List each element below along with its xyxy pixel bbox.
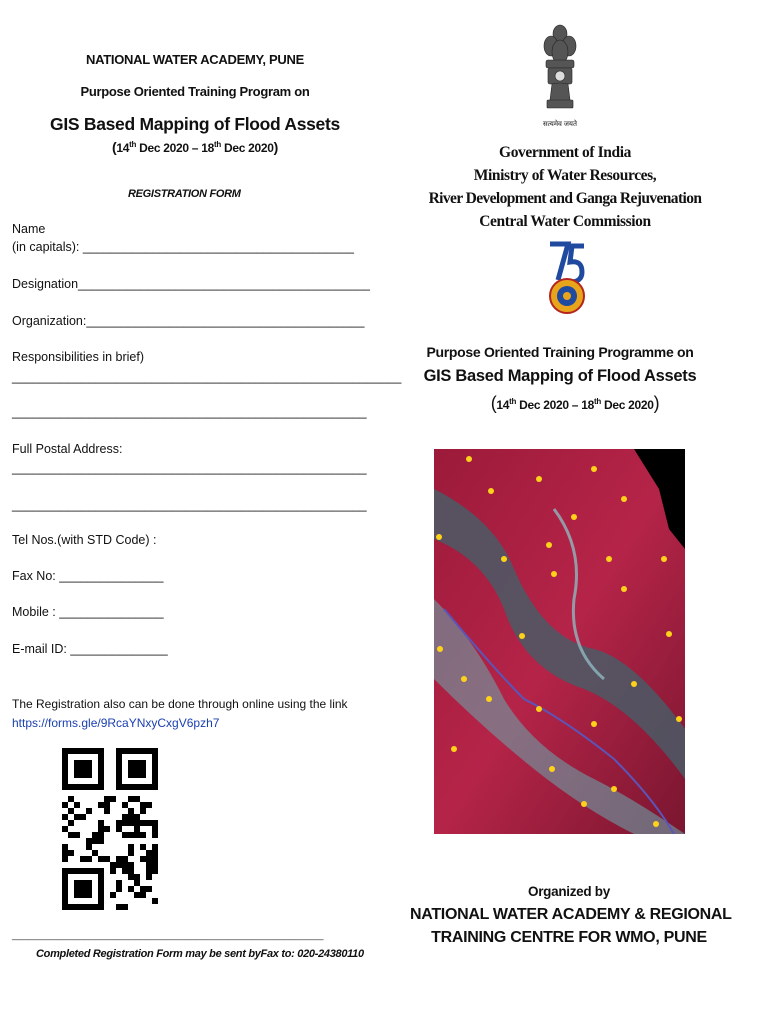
organization-field[interactable]: Organization:________________________________________ [12,314,365,328]
gov-line-1: Government of India [499,144,631,161]
organizer-line-1: NATIONAL WATER ACADEMY & REGIONAL [410,906,732,923]
anniversary-75-logo-icon [546,240,588,318]
name-label: Name [12,222,46,236]
gov-line-2: Ministry of Water Resources, [473,167,657,184]
online-note: The Registration also can be done through online using the link [12,697,348,711]
gov-line-3: River Development and Ganga Rejuvenation [428,190,702,207]
responsibilities-line-1[interactable]: ________________________________________________________ [12,370,402,384]
qr-code[interactable] [62,748,158,912]
footer-divider: ________________________________________________________ [12,930,324,941]
satellite-flood-map-image [434,449,685,834]
postal-line-2[interactable]: ___________________________________________________ [12,498,367,512]
organizer-line-2: TRAINING CENTRE FOR WMO, PUNE [431,929,707,946]
designation-field[interactable]: Designation__________________________________________ [12,277,370,291]
email-field[interactable]: E-mail ID: ______________ [12,642,168,656]
right-course-title: GIS Based Mapping of Flood Assets [423,367,697,385]
form-title: REGISTRATION FORM [128,188,241,200]
course-title: GIS Based Mapping of Flood Assets [50,114,340,134]
responsibilities-label: Responsibilities in brief) [12,350,145,364]
right-course-dates: (14th Dec 2020 – 18th Dec 2020) [490,393,660,413]
program-line: Purpose Oriented Training Program on [80,84,310,99]
national-emblem-icon [540,22,580,130]
course-dates: (14th Dec 2020 – 18th Dec 2020) [112,139,278,155]
tel-field[interactable]: Tel Nos.(with STD Code) : [12,533,157,547]
organized-by-label: Organized by [528,884,610,899]
right-program-line: Purpose Oriented Training Programme on [426,344,694,360]
fax-field[interactable]: Fax No: _______________ [12,569,164,583]
postal-line-1[interactable]: ___________________________________________________ [12,461,367,475]
gov-line-4: Central Water Commission [479,213,651,230]
mobile-field[interactable]: Mobile : _______________ [12,605,164,619]
name-field[interactable]: (in capitals): _______________________________________ [12,240,354,254]
footer-note: Completed Registration Form may be sent byFax to: 020-24380110 [36,948,364,960]
registration-link[interactable]: https://forms.gle/9RcaYNxyCxgV6pzh7 [12,716,220,730]
postal-label: Full Postal Address: [12,442,123,456]
institute-heading: NATIONAL WATER ACADEMY, PUNE [86,52,304,67]
responsibilities-line-2[interactable]: ___________________________________________________ [12,405,367,419]
emblem-caption: सत्यमेव जयते [543,120,577,128]
